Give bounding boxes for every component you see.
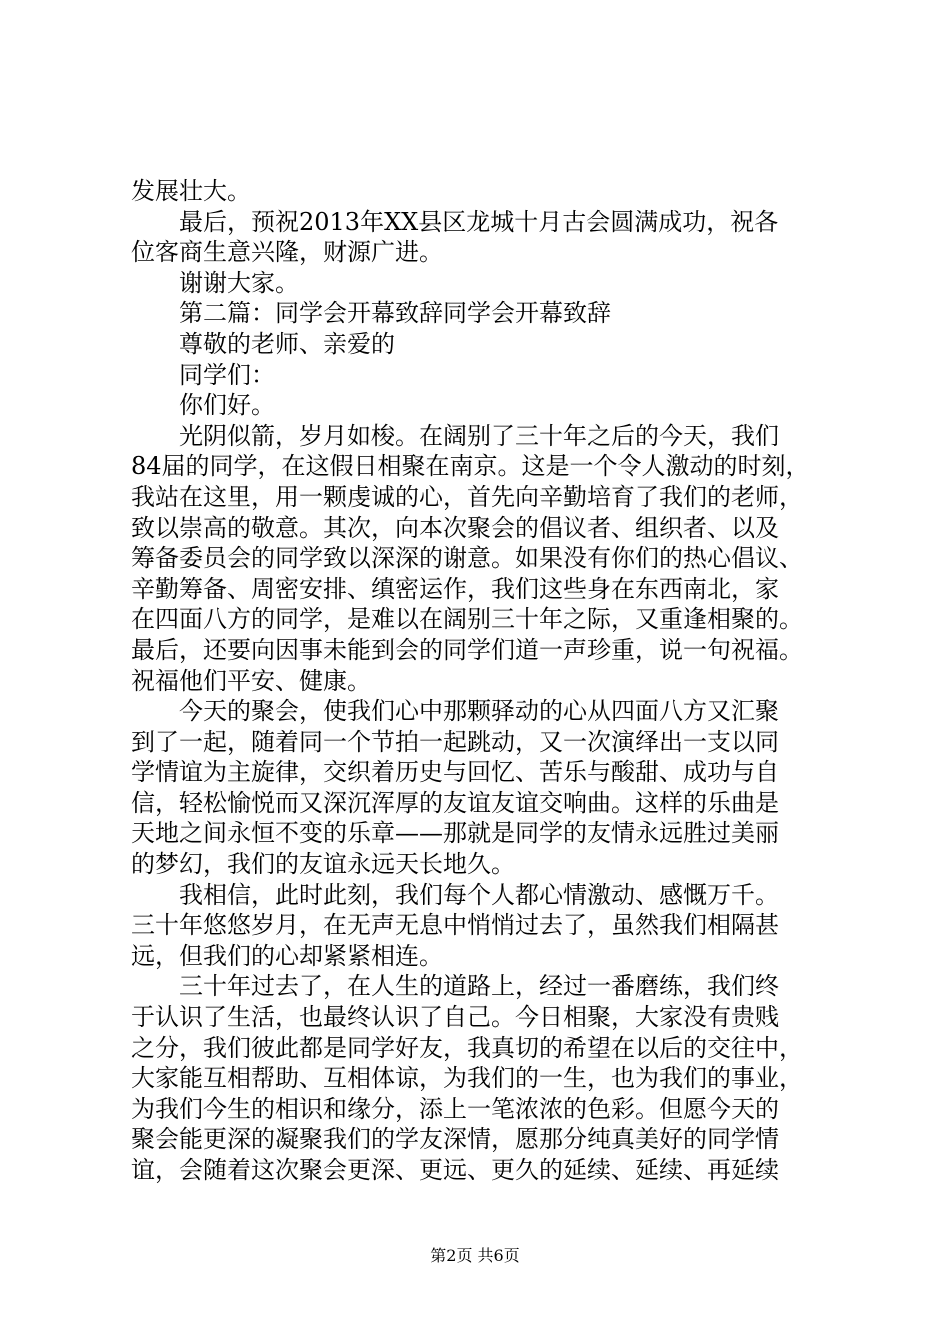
- text-line: 大家能互相帮助、互相体谅，为我们的一生，也为我们的事业，: [131, 1064, 803, 1093]
- text-line: 在四面八方的同学，是难以在阔别三十年之际，又重逢相聚的。: [131, 605, 803, 634]
- text-line: 今天的聚会，使我们心中那颗驿动的心从四面八方又汇聚: [179, 697, 779, 726]
- text-line: 光阴似箭，岁月如梭。在阔别了三十年之后的今天，我们: [179, 421, 779, 450]
- text-line: 远，但我们的心却紧紧相连。: [131, 941, 443, 970]
- text-line: 到了一起，随着同一个节拍一起跳动，又一次演绎出一支以同: [131, 727, 779, 756]
- text-line: 筹备委员会的同学致以深深的谢意。如果没有你们的热心倡议、: [131, 544, 803, 573]
- text-line: 信，轻松愉悦而又深沉浑厚的友谊友谊交响曲。这样的乐曲是: [131, 788, 779, 817]
- text-line: 的梦幻，我们的友谊永远天长地久。: [131, 850, 515, 879]
- text-line: 辛勤筹备、周密安排、缜密运作，我们这些身在东西南北，家: [131, 574, 779, 603]
- text-line: 三十年悠悠岁月，在无声无息中悄悄过去了，虽然我们相隔甚: [131, 911, 779, 940]
- text-line: 于认识了生活，也最终认识了自己。今日相聚，大家没有贵贱: [131, 1003, 779, 1032]
- text-line: 发展壮大。: [131, 177, 251, 205]
- text-line: 之分，我们彼此都是同学好友，我真切的希望在以后的交往中，: [131, 1033, 803, 1062]
- text-line: 位客商生意兴隆，财源广进。: [131, 238, 443, 267]
- text-line: 天地之间永恒不变的乐章——那就是同学的友情永远胜过美丽: [131, 819, 779, 848]
- text-line: 致以崇高的敬意。其次，向本次聚会的倡议者、组织者、以及: [131, 513, 779, 542]
- text-line: 祝福他们平安、健康。: [131, 666, 371, 695]
- text-line: 谊，会随着这次聚会更深、更远、更久的延续、延续、再延续: [131, 1156, 779, 1184]
- text-line: 三十年过去了，在人生的道路上，经过一番磨练，我们终: [179, 972, 779, 1001]
- text-line: 最后，还要向因事未能到会的同学们道一声珍重，说一句祝福。: [131, 635, 803, 664]
- text-line: 你们好。: [179, 391, 275, 420]
- page-footer: 第2页 共6页: [430, 1246, 520, 1265]
- text-line: 同学们：: [179, 360, 275, 389]
- text-line: 我站在这里，用一颗虔诚的心，首先向辛勤培育了我们的老师，: [131, 482, 803, 511]
- text-line: 尊敬的老师、亲爱的: [179, 329, 395, 358]
- text-line: 谢谢大家。: [179, 268, 299, 297]
- document-body: [131, 176, 831, 1186]
- text-line: 我相信，此时此刻，我们每个人都心情激动、感慨万千。: [179, 880, 779, 909]
- text-line: 为我们今生的相识和缘分，添上一笔浓浓的色彩。但愿今天的: [131, 1094, 779, 1123]
- text-line: 聚会能更深的凝聚我们的学友深情，愿那分纯真美好的同学情: [131, 1125, 779, 1154]
- text-line: 第二篇：同学会开幕致辞同学会开幕致辞: [179, 299, 611, 328]
- text-line: 最后，预祝2013年XX县区龙城十月古会圆满成功，祝各: [179, 207, 779, 236]
- text-line: 84届的同学，在这假日相聚在南京。这是一个令人激动的时刻，: [131, 452, 810, 481]
- text-line: 学情谊为主旋律，交织着历史与回忆、苦乐与酸甜、成功与自: [131, 758, 779, 787]
